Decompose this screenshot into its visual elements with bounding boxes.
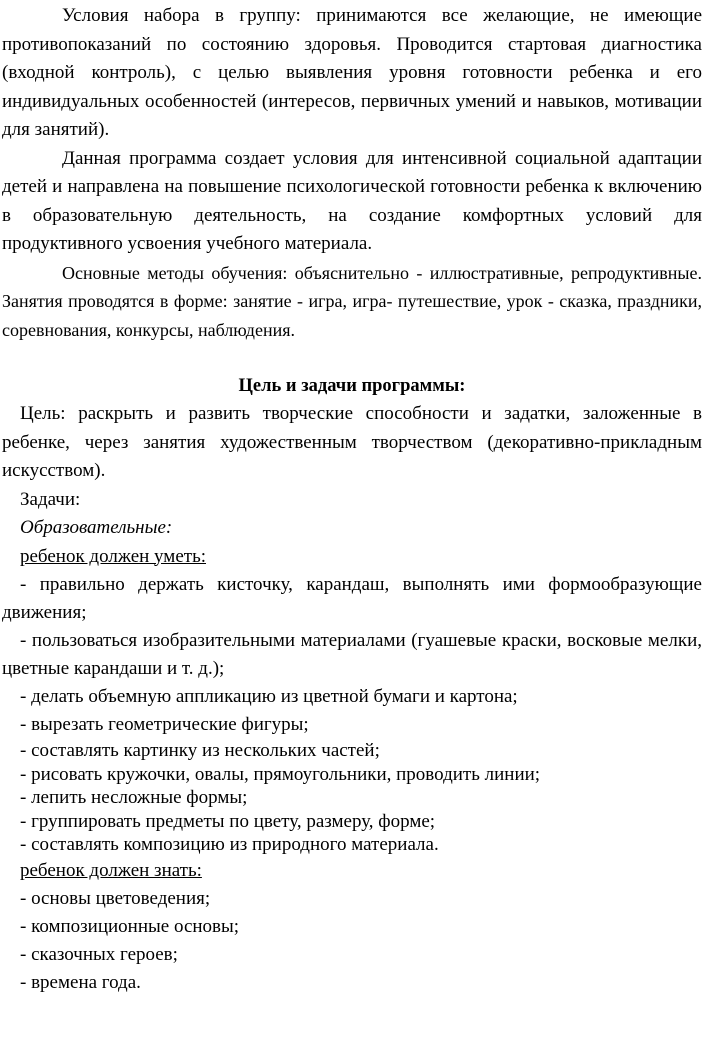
list-item: - времена года. [20,972,141,993]
program-paragraph: Данная программа создает условия для интенсивной социальной адаптации детей и направлена на повышение психологической готовности ребенка к включению в образовательную деятельность, на создание комфортных условий для продуктивного усвоения учебного материала. [2,147,702,254]
intro-paragraph: Условия набора в группу: принимаются все желающие, не имеющие противопоказаний по состоянию здоровья. Проводится стартовая диагностика (входной контроль), с целью выявления уровня готовности ребенка и его индивидуальных особенностей (интересов, первичных умений и навыков, мотивации для занятий). [2,5,702,140]
must-do-label [2,543,702,572]
tasks-label: Задачи: [20,488,81,510]
list-item: - основы цветоведения; [20,888,211,909]
must-know-label-text: ребенок должен знать: [20,859,202,881]
list-item: - лепить несложные формы; [20,787,248,808]
list-item: - группировать предметы по цвету, размеру, форме; [20,810,436,832]
list-item: - сказочных героев; [20,944,178,965]
must-do-label-text: ребенок должен уметь: [20,545,207,567]
section-heading: Цель и задачи программы: [238,376,466,396]
goal-paragraph: Цель: раскрыть и развить творческие способности и задатки, заложенные в ребенке, через занятия художественным творчеством (декоративно-прикладным искусством). [2,403,702,481]
list-item: - составлять картинку из нескольких частей; [20,740,380,761]
list-item: - пользоваться изобразительными материалами (гуашевые краски, восковые мелки, цветные карандаши и т. д.); [2,630,702,679]
must-know-label [2,857,702,886]
list-item: - составлять композицию из природного материала. [20,834,439,855]
list-item: - вырезать геометрические фигуры; [20,714,309,735]
list-item: - правильно держать кисточку, карандаш, выполнять ими формообразующие движения; [2,574,702,623]
list-item: - композиционные основы; [20,916,240,937]
list-item: - рисовать кружочки, овалы, прямоугольники, проводить линии; [20,763,541,785]
list-item: - делать объемную аппликацию из цветной бумаги и картона; [20,686,518,707]
educational-label: Образовательные: [20,517,173,538]
methods-paragraph: Основные методы обучения: объяснительно - иллюстративные, репродуктивные. Занятия проводятся в форме: занятие - игра, игра- путешествие, урок - сказка, праздники, соревнования, конкурсы, наблюдения. [2,262,702,340]
